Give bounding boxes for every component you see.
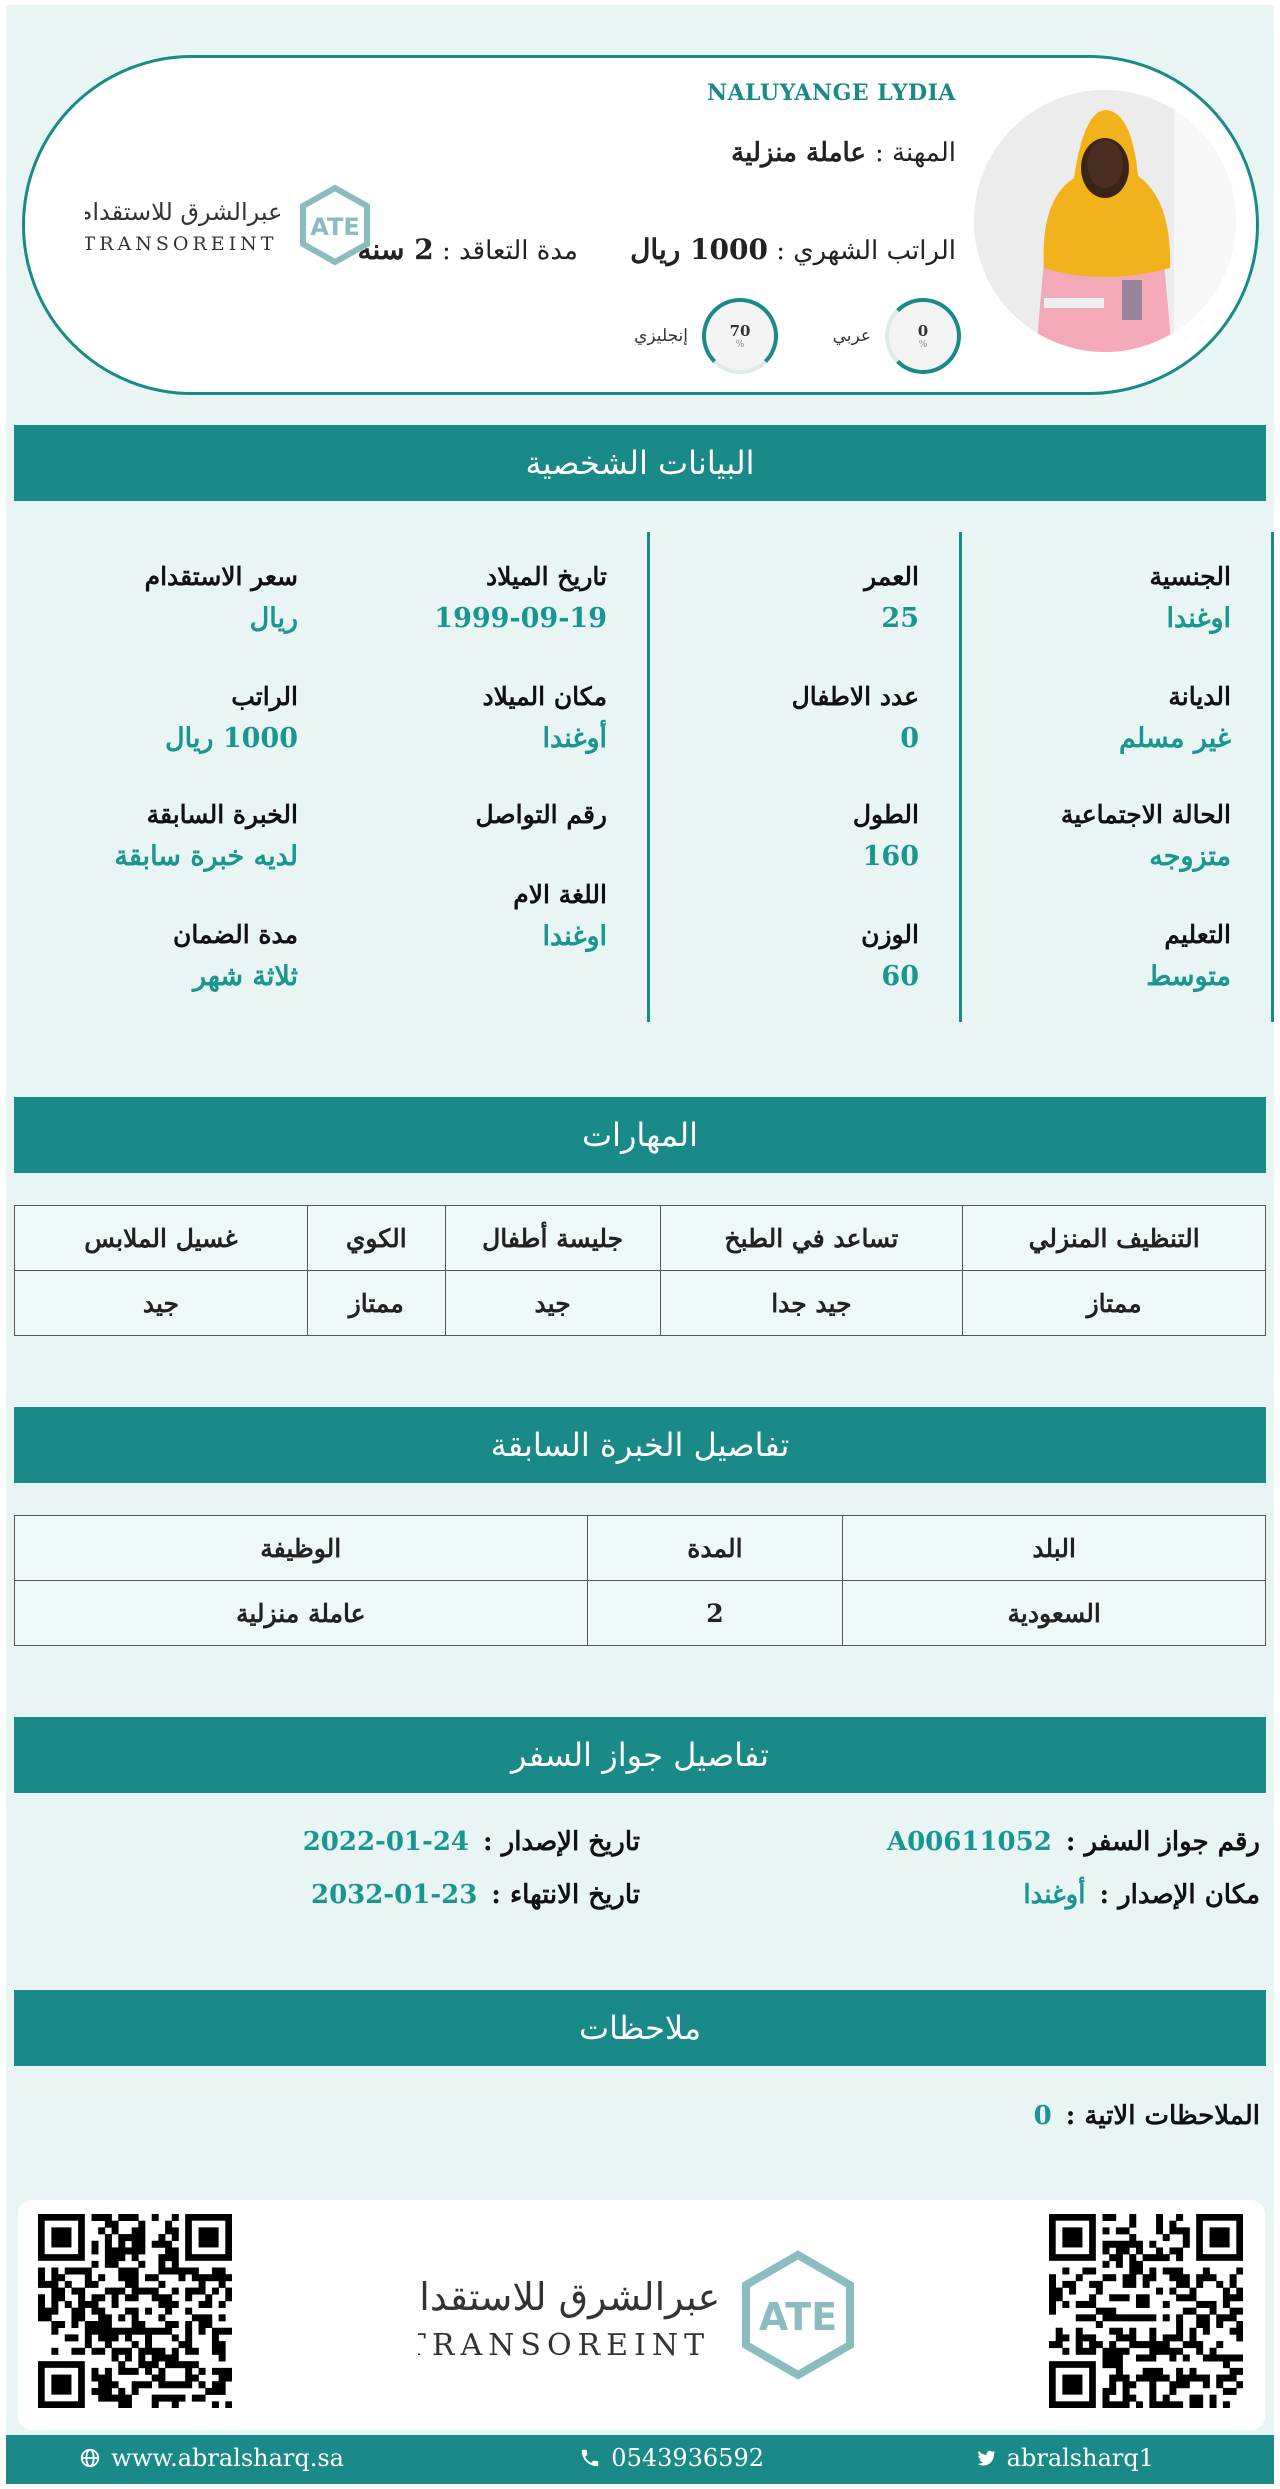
twitter-icon bbox=[975, 2447, 997, 2469]
passport-issue-place bbox=[1023, 1880, 1260, 1910]
salary-field-value: 1000 ريال bbox=[165, 723, 298, 754]
experience-duration: 2 bbox=[587, 1581, 843, 1646]
nationality-label: الجنسية bbox=[1149, 562, 1231, 591]
weight-value: 60 bbox=[881, 961, 919, 992]
children-value: 0 bbox=[900, 723, 919, 754]
arabic-level: 0 bbox=[917, 322, 929, 340]
arabic-level-ring bbox=[885, 298, 961, 374]
marital-status-field bbox=[1061, 800, 1231, 872]
phone-number: 0543936592 bbox=[611, 2444, 764, 2472]
issue-date-label: تاريخ الإصدار : bbox=[483, 1827, 640, 1857]
mother-tongue-label: اللغة الام bbox=[513, 880, 607, 909]
svg-text:ATE: ATE bbox=[310, 213, 360, 241]
website-url: www.abralsharq.sa bbox=[111, 2444, 344, 2472]
previous-experience-label: الخبرة السابقة bbox=[146, 800, 298, 829]
skills-table bbox=[14, 1205, 1266, 1336]
contract-label: مدة التعاقد : bbox=[441, 236, 578, 266]
globe-icon bbox=[79, 2447, 101, 2469]
occupation-label: المهنة : bbox=[875, 138, 956, 168]
worker-name: NALUYANGE LYDIA bbox=[706, 80, 956, 106]
nationality-field bbox=[1150, 562, 1232, 634]
phone-icon bbox=[579, 2447, 601, 2469]
personal-column-4 bbox=[26, 532, 338, 1022]
warranty-label: مدة الضمان bbox=[173, 920, 298, 949]
svg-text:ATE: ATE bbox=[758, 2295, 838, 2339]
arabic-language-label: عربي bbox=[832, 326, 871, 346]
worker-photo bbox=[974, 90, 1236, 352]
company-logo bbox=[85, 178, 385, 278]
cv-page bbox=[6, 5, 1274, 2484]
website-qr-code[interactable] bbox=[38, 2214, 232, 2408]
education-field bbox=[1146, 920, 1231, 992]
age-label: العمر bbox=[864, 562, 919, 591]
skill-header: التنظيف المنزلي bbox=[963, 1206, 1266, 1271]
skill-header: الكوي bbox=[307, 1206, 445, 1271]
passport-issue-date bbox=[303, 1827, 640, 1857]
birth-place-field bbox=[483, 682, 608, 754]
expiry-date-label: تاريخ الانتهاء : bbox=[491, 1880, 640, 1910]
religion-field bbox=[1119, 682, 1231, 754]
experience-section-title: تفاصيل الخبرة السابقة bbox=[14, 1407, 1266, 1483]
table-row bbox=[15, 1581, 1266, 1646]
age-value: 25 bbox=[881, 603, 919, 634]
birth-place-value: أوغندا bbox=[542, 723, 607, 754]
skill-value: جيد bbox=[15, 1271, 308, 1336]
skill-value: ممتاز bbox=[963, 1271, 1266, 1336]
svg-text:TRANSOREINT: TRANSOREINT bbox=[85, 233, 278, 255]
skill-value: ممتاز bbox=[307, 1271, 445, 1336]
personal-column-1 bbox=[962, 532, 1274, 1022]
occupation bbox=[731, 138, 956, 168]
passport-number bbox=[887, 1827, 1260, 1857]
website-contact[interactable] bbox=[79, 2444, 344, 2472]
occupation-value: عاملة منزلية bbox=[731, 138, 866, 168]
height-field bbox=[853, 800, 919, 872]
issue-place-label: مكان الإصدار : bbox=[1099, 1880, 1260, 1910]
children-label: عدد الاطفال bbox=[791, 682, 919, 711]
skill-value: جيد bbox=[445, 1271, 660, 1336]
footer-logo bbox=[418, 2240, 878, 2390]
salary-value: 1000 ريال bbox=[630, 233, 768, 266]
passport-section-title: تفاصيل جواز السفر bbox=[14, 1717, 1266, 1793]
skill-header: غسيل الملابس bbox=[15, 1206, 308, 1271]
experience-table bbox=[14, 1515, 1266, 1646]
birth-place-label: مكان الميلاد bbox=[482, 682, 607, 711]
whatsapp-qr-code[interactable] bbox=[1049, 2214, 1243, 2408]
salary-field bbox=[165, 682, 298, 754]
religion-value: غير مسلم bbox=[1118, 723, 1231, 754]
skills-section-title: المهارات bbox=[14, 1097, 1266, 1173]
mother-tongue-value: اوغندا bbox=[542, 921, 607, 952]
birth-date-value: 1999-09-19 bbox=[434, 603, 607, 634]
contact-number-field bbox=[476, 800, 608, 841]
notes-label: الملاحظات الاتية : bbox=[1065, 2101, 1260, 2131]
svg-text:عبرالشرق للاستقدام: عبرالشرق للاستقدام bbox=[418, 2275, 721, 2319]
weight-label: الوزن bbox=[861, 920, 919, 949]
issue-place-value: أوغندا bbox=[1023, 1880, 1086, 1910]
skill-header: جليسة أطفال bbox=[445, 1206, 660, 1271]
passport-expiry-date bbox=[311, 1880, 640, 1910]
notes bbox=[1034, 2101, 1260, 2131]
notes-value: 0 bbox=[1033, 2101, 1052, 2131]
salary-label: الراتب الشهري : bbox=[776, 236, 956, 266]
experience-job: عاملة منزلية bbox=[15, 1581, 588, 1646]
contact-footer-bar bbox=[6, 2435, 1274, 2484]
english-language-label: إنجليزي bbox=[634, 326, 688, 346]
previous-experience-field bbox=[114, 800, 298, 872]
experience-header: البلد bbox=[843, 1516, 1266, 1581]
svg-text:عبرالشرق للاستقدام: عبرالشرق للاستقدام bbox=[85, 198, 283, 226]
height-value: 160 bbox=[862, 841, 919, 872]
height-label: الطول bbox=[852, 800, 919, 829]
profile-header-card bbox=[22, 55, 1259, 395]
education-value: متوسط bbox=[1146, 961, 1231, 992]
expiry-date-value: 2032-01-23 bbox=[310, 1880, 478, 1910]
previous-experience-value: لديه خبرة سابقة bbox=[114, 841, 298, 872]
notes-section-title: ملاحظات bbox=[14, 1990, 1266, 2066]
english-level-ring bbox=[702, 298, 778, 374]
table-row bbox=[15, 1206, 1266, 1271]
experience-country: السعودية bbox=[843, 1581, 1266, 1646]
recruitment-price-field bbox=[145, 562, 298, 634]
skill-value: جيد جدا bbox=[660, 1271, 963, 1336]
twitter-contact[interactable] bbox=[975, 2444, 1154, 2472]
nationality-value: اوغندا bbox=[1166, 603, 1231, 634]
birth-date-label: تاريخ الميلاد bbox=[485, 562, 607, 591]
twitter-handle: abralsharq1 bbox=[1006, 2444, 1154, 2472]
warranty-value: ثلاثة شهر bbox=[193, 961, 298, 992]
children-field bbox=[792, 682, 919, 754]
table-row bbox=[15, 1271, 1266, 1336]
english-level: 70 bbox=[729, 322, 751, 340]
svg-text:TRANSOREINT: TRANSOREINT bbox=[418, 2328, 711, 2363]
passport-number-label: رقم جواز السفر : bbox=[1065, 1827, 1260, 1857]
mother-tongue-field bbox=[513, 880, 607, 952]
age-field bbox=[864, 562, 919, 634]
skill-header: تساعد في الطبخ bbox=[660, 1206, 963, 1271]
marital-status-value: متزوجه bbox=[1149, 841, 1231, 872]
contract-duration bbox=[358, 233, 578, 266]
education-label: التعليم bbox=[1164, 920, 1231, 949]
table-row bbox=[15, 1516, 1266, 1581]
recruitment-price-value: ريال bbox=[249, 603, 298, 634]
experience-header: الوظيفة bbox=[15, 1516, 588, 1581]
birth-date-field bbox=[434, 562, 607, 634]
weight-field bbox=[861, 920, 919, 992]
footer-card bbox=[18, 2200, 1265, 2430]
passport-number-value: A00611052 bbox=[886, 1827, 1052, 1857]
personal-column-2 bbox=[650, 532, 962, 1022]
religion-label: الديانة bbox=[1168, 682, 1231, 711]
english-level-unit: % bbox=[735, 340, 745, 350]
phone-contact[interactable] bbox=[579, 2444, 764, 2472]
salary-field-label: الراتب bbox=[231, 682, 298, 711]
personal-column-3 bbox=[338, 532, 650, 1022]
recruitment-price-label: سعر الاستقدام bbox=[144, 562, 298, 591]
warranty-field bbox=[173, 920, 298, 992]
contact-number-label: رقم التواصل bbox=[475, 800, 607, 829]
marital-status-label: الحالة الاجتماعية bbox=[1060, 800, 1231, 829]
monthly-salary bbox=[630, 233, 956, 266]
issue-date-value: 2022-01-24 bbox=[302, 1827, 469, 1857]
personal-data-section-title: البيانات الشخصية bbox=[14, 425, 1266, 501]
experience-header: المدة bbox=[587, 1516, 843, 1581]
arabic-level-unit: % bbox=[918, 340, 928, 350]
contract-value: 2 سنة bbox=[357, 233, 434, 266]
